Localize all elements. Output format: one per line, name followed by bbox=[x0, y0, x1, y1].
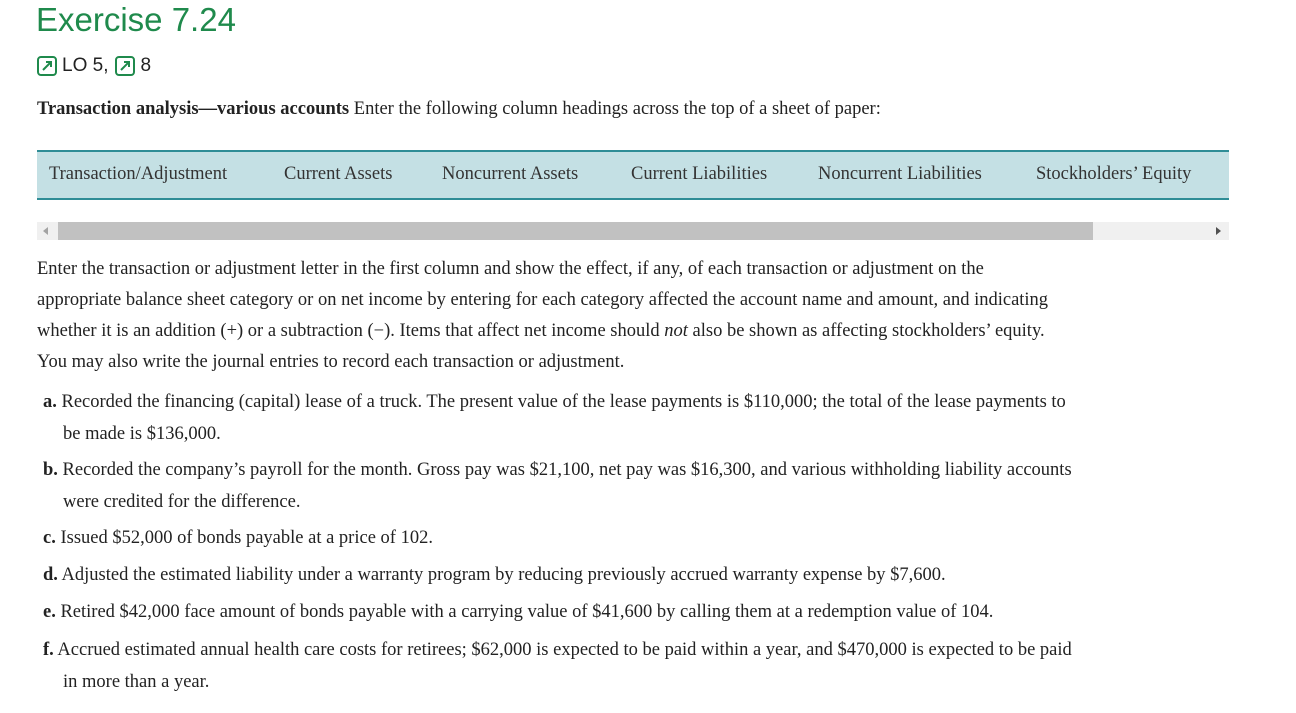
list-item bbox=[43, 386, 1066, 450]
list-item bbox=[43, 596, 993, 628]
item-text: Adjusted the estimated liability under a warranty program by reducing previously accrued warranty expense by $7,600. bbox=[61, 565, 946, 585]
item-text: Retired $42,000 face amount of bonds payable with a carrying value of $41,600 by calling them at a redemption value of 104. bbox=[60, 602, 994, 622]
list-item bbox=[43, 634, 1072, 698]
item-text: Accrued estimated annual health care costs for retirees; $62,000 is expected to be paid within a year, and $470,000 is expected to be paid bbox=[57, 640, 1072, 660]
lo-link-8[interactable] bbox=[114, 55, 151, 77]
item-text-continued: in more than a year. bbox=[63, 672, 210, 692]
instructions-paragraph bbox=[37, 254, 1237, 378]
column-header: Noncurrent Assets bbox=[442, 164, 579, 184]
list-item bbox=[43, 522, 433, 554]
scroll-left-icon[interactable] bbox=[43, 227, 48, 235]
external-link-icon bbox=[36, 55, 58, 77]
item-text-continued: were credited for the difference. bbox=[63, 492, 301, 512]
item-letter: e. bbox=[43, 602, 56, 622]
item-letter: f. bbox=[43, 640, 54, 660]
learning-objectives bbox=[36, 55, 151, 77]
instructions-line: whether it is an addition (+) or a subtraction (−). Items that affect net income should not also be shown as affecting stockholders’ equity. bbox=[37, 321, 1045, 341]
column-header: Current Assets bbox=[284, 164, 393, 184]
external-link-icon bbox=[114, 55, 136, 77]
item-text-continued: be made is $136,000. bbox=[63, 424, 221, 444]
intro-text: Enter the following column headings across the top of a sheet of paper: bbox=[349, 99, 881, 119]
item-letter: a. bbox=[43, 392, 57, 412]
lo-link-label: 8 bbox=[140, 55, 152, 76]
exercise-title: Exercise 7.24 bbox=[36, 1, 236, 38]
list-item bbox=[43, 454, 1072, 518]
column-header: Noncurrent Liabilities bbox=[818, 164, 982, 184]
item-text: Recorded the financing (capital) lease of a truck. The present value of the lease payments is $110,000; the total of the lease payments to bbox=[61, 392, 1066, 412]
emphasis-not: not bbox=[664, 321, 688, 341]
column-header: Transaction/Adjustment bbox=[49, 164, 228, 184]
intro-heading: Transaction analysis—various accounts bbox=[37, 99, 350, 119]
intro-paragraph bbox=[37, 99, 881, 120]
lo-link-5[interactable] bbox=[36, 55, 103, 77]
item-letter: c. bbox=[43, 528, 56, 548]
item-text: Issued $52,000 of bonds payable at a price of 102. bbox=[60, 528, 433, 548]
column-header: Stockholders’ Equity bbox=[1036, 164, 1192, 184]
horizontal-scrollbar[interactable] bbox=[37, 222, 1229, 240]
column-headings-table bbox=[37, 150, 1229, 200]
instructions-line: Enter the transaction or adjustment letter in the first column and show the effect, if any, of each transaction or adjustment on the bbox=[37, 259, 984, 279]
item-letter: d. bbox=[43, 565, 58, 585]
scrollbar-thumb[interactable] bbox=[58, 222, 1093, 240]
list-item bbox=[43, 559, 946, 591]
scroll-right-icon[interactable] bbox=[1216, 227, 1221, 235]
instructions-line: You may also write the journal entries to record each transaction or adjustment. bbox=[37, 352, 625, 372]
lo-separator: , bbox=[103, 55, 109, 76]
lo-link-label: LO 5 bbox=[62, 55, 104, 76]
item-letter: b. bbox=[43, 460, 58, 480]
instructions-line: appropriate balance sheet category or on net income by entering for each category affected the account name and amount, and indicating bbox=[37, 290, 1049, 310]
item-text: Recorded the company’s payroll for the month. Gross pay was $21,100, net pay was $16,300, and various withholding liability accounts bbox=[62, 460, 1072, 480]
column-header: Current Liabilities bbox=[631, 164, 768, 184]
